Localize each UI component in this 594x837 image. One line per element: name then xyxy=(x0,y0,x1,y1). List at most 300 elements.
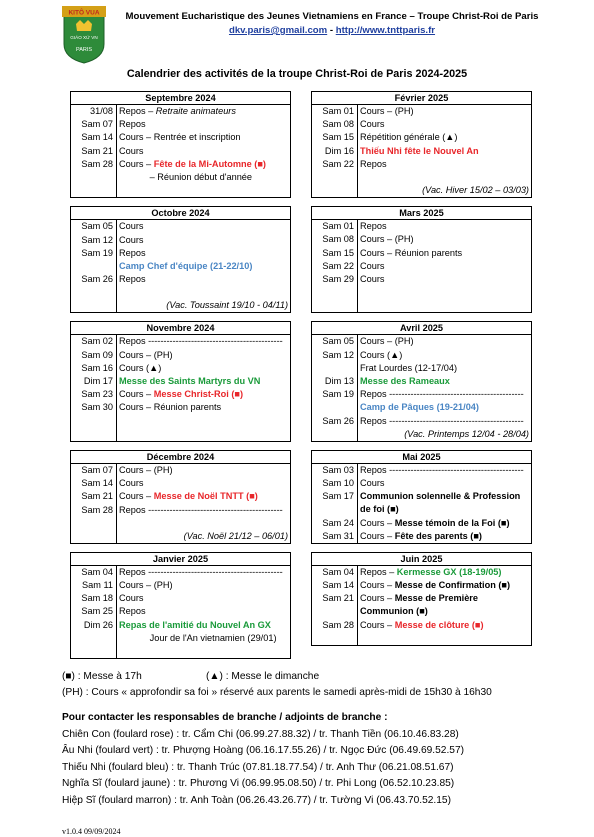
calendar-row xyxy=(312,566,531,579)
row-date: Sam 01 xyxy=(322,106,354,116)
calendar-row xyxy=(71,579,290,592)
row-date: Sam 28 xyxy=(322,619,354,630)
row-date: Sam 26 xyxy=(81,274,113,285)
activity-text: Frat Lourdes (12-17/04) xyxy=(360,362,458,373)
row-activity xyxy=(357,517,510,530)
row-date: Dim 26 xyxy=(83,619,113,630)
activity-text: Repos -------------------------------------------- xyxy=(360,389,524,400)
row-activity xyxy=(116,335,283,348)
row-date xyxy=(71,645,116,658)
date-divider xyxy=(116,335,117,441)
row-activity xyxy=(357,415,524,428)
page-title: Calendrier des activités de la troupe Christ-Roi de Paris 2024-2025 xyxy=(126,68,468,80)
row-date: Sam 31 xyxy=(322,530,354,541)
activity-text: Repos – xyxy=(119,106,156,116)
row-date: Sam 26 xyxy=(322,415,354,426)
row-date: Sam 21 xyxy=(322,593,354,604)
row-date: Sam 07 xyxy=(81,119,113,130)
row-date: Sam 10 xyxy=(322,477,354,488)
row-date: Sam 25 xyxy=(81,606,113,617)
row-activity xyxy=(116,260,252,273)
calendar-row xyxy=(71,171,290,184)
calendar-row xyxy=(312,517,531,530)
calendar-column-left xyxy=(70,91,291,659)
date-divider xyxy=(116,464,117,543)
row-date xyxy=(312,299,357,312)
row-date xyxy=(71,517,116,530)
email-link[interactable]: dkv.paris@gmail.com xyxy=(228,25,328,36)
month-heading: Janvier 2025 xyxy=(71,553,290,566)
activity-text: Cours – xyxy=(360,530,395,541)
row-date: Sam 05 xyxy=(322,336,354,347)
activity-text: Repos -------------------------------------------- xyxy=(119,336,283,347)
date-divider xyxy=(357,220,358,312)
calendar-row xyxy=(312,118,531,131)
row-date: Sam 01 xyxy=(322,221,354,232)
activity-text: Messe de Noël TNTT (■) xyxy=(153,491,258,502)
activity-text: Repos xyxy=(119,274,146,285)
row-activity xyxy=(357,375,450,388)
calendar-row xyxy=(312,490,531,516)
row-activity xyxy=(357,247,462,260)
activity-text: Jour de l'An vietnamien (29/01) xyxy=(119,632,277,643)
row-activity xyxy=(116,592,144,605)
calendar-row xyxy=(312,530,531,543)
calendar-row xyxy=(71,335,290,348)
calendar-row xyxy=(71,247,290,260)
activity-text: Cours – (PH) xyxy=(119,349,173,360)
calendar-row xyxy=(71,401,290,414)
activity-text: Cours – xyxy=(119,491,154,502)
row-date: Sam 28 xyxy=(81,504,113,515)
calendar-row xyxy=(71,375,290,388)
activity-text: Repos -------------------------------------------- xyxy=(360,415,524,426)
row-activity xyxy=(116,579,173,592)
row-date: Sam 02 xyxy=(81,336,113,347)
row-date xyxy=(71,415,116,428)
row-date: Sam 23 xyxy=(81,389,113,400)
row-activity xyxy=(357,477,385,490)
calendar-row xyxy=(71,619,290,632)
legend xyxy=(62,669,492,701)
activity-text: Messe Christ-Roi (■) xyxy=(153,389,244,400)
calendar-row xyxy=(71,605,290,618)
calendar-row xyxy=(71,145,290,158)
activity-text: Cours – (PH) xyxy=(119,580,173,591)
row-activity xyxy=(116,145,144,158)
date-divider xyxy=(357,335,358,440)
row-activity xyxy=(116,171,252,184)
activity-text: Cours xyxy=(360,119,385,130)
row-activity xyxy=(116,247,146,260)
calendar-row xyxy=(312,131,531,144)
row-date xyxy=(71,428,116,441)
calendar-row xyxy=(71,566,290,579)
row-activity xyxy=(357,260,385,273)
legend-ph: (PH) : Cours « approfondir sa foi » réservé aux parents le samedi après-midi de 15h30 à 16h30 xyxy=(62,687,492,698)
activity-text: Cours – Rentrée et inscription xyxy=(119,132,241,143)
row-activity xyxy=(357,388,524,401)
row-date xyxy=(312,171,357,184)
activity-text: Cours xyxy=(360,260,385,271)
row-activity xyxy=(116,131,241,144)
row-activity xyxy=(357,401,479,414)
calendar-row xyxy=(312,171,531,184)
row-date xyxy=(71,184,116,197)
calendar-row xyxy=(71,517,290,530)
row-date xyxy=(312,632,357,645)
row-activity xyxy=(116,619,271,632)
contact-line: Thiếu Nhi (foulard bleu) : tr. Thanh Trúc (07.81.18.77.54) / tr. Anh Thư (06.21.08.51.67) xyxy=(62,761,454,773)
activity-text: Messe de Première Communion (■) xyxy=(360,593,478,617)
month-block xyxy=(311,321,532,441)
calendar-row xyxy=(71,105,290,118)
activity-text: Cours xyxy=(360,273,385,284)
calendar-row xyxy=(312,477,531,490)
row-activity xyxy=(116,273,146,286)
row-date: Sam 21 xyxy=(81,145,113,156)
activity-text: Cours – (PH) xyxy=(360,234,414,245)
svg-text:GIÁO XỨ VN: GIÁO XỨ VN xyxy=(70,35,98,40)
troupe-logo xyxy=(62,6,106,64)
month-block xyxy=(70,321,291,442)
legend-mass: (■) : Messe à 17h xyxy=(62,671,142,682)
activity-text: Cours – Réunion parents xyxy=(119,402,222,413)
row-date: Sam 15 xyxy=(322,132,354,143)
row-activity xyxy=(116,490,258,503)
row-date: Sam 24 xyxy=(322,517,354,528)
calendar-row xyxy=(71,428,290,441)
row-activity xyxy=(357,362,457,375)
row-activity xyxy=(357,145,479,158)
activity-text: Repos xyxy=(119,247,146,258)
calendar-row xyxy=(71,477,290,490)
month-heading: Mars 2025 xyxy=(312,207,531,220)
row-date xyxy=(312,286,357,299)
row-activity xyxy=(357,105,414,118)
calendar-row xyxy=(312,375,531,388)
calendar-row xyxy=(71,645,290,658)
activity-text: Cours xyxy=(119,234,144,245)
row-activity xyxy=(116,605,146,618)
row-activity xyxy=(116,401,221,414)
activity-text: Messe témoin de la Foi (■) xyxy=(394,517,510,528)
activity-text: Repos xyxy=(119,119,146,130)
row-date: Dim 16 xyxy=(324,145,354,156)
row-date: Sam 15 xyxy=(322,247,354,258)
row-date: Sam 05 xyxy=(81,221,113,232)
row-date: Sam 04 xyxy=(81,566,113,577)
date-divider xyxy=(116,566,117,658)
row-activity xyxy=(116,375,260,388)
activity-text: Cours (▲) xyxy=(119,362,162,373)
activity-text: Cours xyxy=(360,477,385,488)
row-activity xyxy=(116,234,144,247)
calendar-row xyxy=(71,388,290,401)
month-block xyxy=(70,206,291,313)
row-date: Sam 08 xyxy=(322,119,354,130)
calendar-row xyxy=(71,234,290,247)
calendar-row xyxy=(71,260,290,273)
row-activity xyxy=(357,335,414,348)
activity-text: Cours – xyxy=(360,619,395,630)
row-activity xyxy=(116,464,173,477)
calendar-row xyxy=(312,220,531,233)
month-block xyxy=(311,91,532,198)
activity-text: Repos – xyxy=(360,566,397,577)
calendar-row xyxy=(312,145,531,158)
row-date xyxy=(312,401,357,414)
month-heading: Avril 2025 xyxy=(312,322,531,335)
row-activity xyxy=(357,273,385,286)
row-activity xyxy=(116,504,283,517)
calendar-row xyxy=(71,632,290,645)
vacation-note: (Vac. Noël 21/12 – 06/01) xyxy=(183,530,288,541)
row-activity xyxy=(116,566,283,579)
contacts-section xyxy=(62,710,464,810)
row-date: Sam 28 xyxy=(81,158,113,169)
legend-sunday: (▲) : Messe le dimanche xyxy=(206,671,320,682)
month-block xyxy=(70,91,291,198)
activity-text: Cours – Réunion parents xyxy=(360,247,463,258)
calendar-row xyxy=(71,286,290,299)
calendar-row xyxy=(71,349,290,362)
row-date: Sam 22 xyxy=(322,158,354,169)
row-date: Sam 09 xyxy=(81,349,113,360)
month-heading: Juin 2025 xyxy=(312,553,531,566)
row-activity xyxy=(116,632,277,645)
row-date: Sam 11 xyxy=(82,580,113,591)
activity-text: Cours – (PH) xyxy=(360,336,414,347)
row-activity xyxy=(357,619,484,632)
contacts-heading: Pour contacter les responsables de branche / adjoints de branche : xyxy=(62,712,388,723)
link-separator: - xyxy=(327,25,336,36)
calendar-row xyxy=(71,490,290,503)
calendar-row xyxy=(312,286,531,299)
activity-text: Communion solennelle & Profession de foi (■) xyxy=(360,491,521,515)
calendar-row xyxy=(312,619,531,632)
row-activity xyxy=(116,362,161,375)
calendar-row xyxy=(71,464,290,477)
row-date: Sam 29 xyxy=(322,273,354,284)
row-date xyxy=(71,260,116,273)
activity-text: Cours – (PH) xyxy=(119,464,173,475)
row-date: Sam 19 xyxy=(81,247,113,258)
row-date: Sam 14 xyxy=(81,478,113,489)
page-header xyxy=(112,10,552,38)
calendar-row xyxy=(312,401,531,414)
activity-text: Cours xyxy=(119,593,144,604)
vacation-note: (Vac. Printemps 12/04 - 28/04) xyxy=(404,428,529,439)
activity-text: Repos -------------------------------------------- xyxy=(119,504,283,515)
svg-text:PARIS: PARIS xyxy=(75,47,93,53)
calendar-row xyxy=(71,592,290,605)
contact-line: Chiên Con (foulard rose) : tr. Cẩm Chi (06.99.27.88.32) / tr. Thanh Tiền (06.10.46.83.28) xyxy=(62,728,459,740)
activity-text: – Réunion début d'année xyxy=(119,171,253,182)
website-link[interactable]: http://www.tnttparis.fr xyxy=(335,25,436,36)
row-activity xyxy=(357,131,457,144)
date-divider xyxy=(357,105,358,197)
activity-text: Kermesse GX (18-19/05) xyxy=(396,566,502,577)
activity-text: Cours – xyxy=(119,389,154,400)
row-activity xyxy=(357,579,510,592)
activity-text: Messe de clôture (■) xyxy=(394,619,484,630)
row-activity xyxy=(357,349,402,362)
activity-text: Cours (▲) xyxy=(360,349,403,360)
row-activity xyxy=(357,464,524,477)
row-activity xyxy=(116,220,144,233)
activity-text: Repas de l'amitié du Nouvel An GX xyxy=(119,619,271,630)
calendar-row xyxy=(312,464,531,477)
contact-line: Hiệp Sĩ (foulard marron) : tr. Anh Toàn (06.26.43.26.77) / tr. Tường Vi (06.43.70.52.15) xyxy=(62,794,451,806)
activity-text: Cours – xyxy=(360,593,395,604)
calendar-row xyxy=(71,184,290,197)
calendar-row xyxy=(312,105,531,118)
row-date xyxy=(71,632,116,645)
contact-line: Nghĩa Sĩ (foulard jaune) : tr. Phương Vi (06.99.95.08.50) / tr. Phi Long (06.52.10.23.85) xyxy=(62,778,455,790)
row-date: Sam 14 xyxy=(81,132,113,143)
month-heading: Novembre 2024 xyxy=(71,322,290,335)
calendar-row xyxy=(312,233,531,246)
row-date: Dim 13 xyxy=(324,376,354,386)
activity-text: Cours xyxy=(119,478,144,489)
calendar-row xyxy=(71,118,290,131)
row-date: 31/08 xyxy=(90,106,113,116)
vacation-note: (Vac. Toussaint 19/10 - 04/11) xyxy=(166,300,288,311)
calendar-row xyxy=(312,579,531,592)
activity-text: Fête de la Mi-Automne (■) xyxy=(153,158,266,169)
calendar-row xyxy=(71,415,290,428)
row-activity xyxy=(357,592,531,618)
calendar-row xyxy=(312,388,531,401)
row-date: Sam 16 xyxy=(81,362,113,373)
row-date xyxy=(71,286,116,299)
activity-text: Fête des parents (■) xyxy=(394,530,482,541)
calendar-row xyxy=(312,299,531,312)
month-block xyxy=(311,206,532,313)
activity-text: Cours – xyxy=(360,580,395,591)
calendar-row xyxy=(71,273,290,286)
activity-text: Repos xyxy=(360,158,387,169)
row-date: Sam 21 xyxy=(81,491,113,502)
row-date xyxy=(71,171,116,184)
row-activity xyxy=(116,158,266,171)
activity-text: Répétition générale (▲) xyxy=(360,132,458,143)
header-links xyxy=(112,24,552,38)
calendar-row xyxy=(312,592,531,618)
row-activity xyxy=(357,118,385,131)
row-activity xyxy=(116,118,146,131)
date-divider xyxy=(116,220,117,312)
calendar-row xyxy=(312,260,531,273)
calendar-row xyxy=(71,158,290,171)
version-label: v1.0.4 09/09/2024 xyxy=(62,827,121,836)
activity-text: Camp Chef d'équipe (21-22/10) xyxy=(119,260,253,271)
month-heading: Octobre 2024 xyxy=(71,207,290,220)
row-activity xyxy=(116,388,243,401)
activity-text: Messe des Saints Martyrs du VN xyxy=(119,376,261,386)
calendar-row xyxy=(71,504,290,517)
activity-text: Cours xyxy=(119,145,144,156)
date-divider xyxy=(116,105,117,197)
activity-text: Cours – (PH) xyxy=(360,106,414,116)
calendar-row xyxy=(312,632,531,645)
activity-text: Cours – xyxy=(119,158,154,169)
row-date: Sam 04 xyxy=(322,566,354,577)
calendar-row xyxy=(312,349,531,362)
row-date: Sam 17 xyxy=(322,491,354,502)
calendar-row xyxy=(312,415,531,428)
month-heading: Février 2025 xyxy=(312,92,531,105)
month-heading: Mai 2025 xyxy=(312,451,531,464)
activity-text: Messe des Rameaux xyxy=(360,376,450,386)
activity-text: Camp de Pâques (19-21/04) xyxy=(360,402,479,413)
month-block xyxy=(70,450,291,544)
activity-text: Thiếu Nhi fête le Nouvel An xyxy=(360,145,479,156)
row-date xyxy=(312,362,357,375)
row-date: Sam 12 xyxy=(322,349,354,360)
calendar-row xyxy=(312,335,531,348)
activity-text: Retraite animateurs xyxy=(155,106,236,116)
row-date: Sam 22 xyxy=(322,260,354,271)
calendar-row xyxy=(312,362,531,375)
row-date: Sam 12 xyxy=(81,234,113,245)
month-heading: Décembre 2024 xyxy=(71,451,290,464)
svg-text:KITÔ VUA: KITÔ VUA xyxy=(68,9,100,17)
row-activity xyxy=(357,566,501,579)
activity-text: Repos -------------------------------------------- xyxy=(119,566,283,577)
calendar-row xyxy=(312,273,531,286)
row-activity xyxy=(357,158,387,171)
activity-text: Cours xyxy=(119,221,144,232)
row-date: Sam 08 xyxy=(322,234,354,245)
activity-text: Cours – xyxy=(360,517,395,528)
row-activity xyxy=(116,105,236,118)
row-activity xyxy=(357,233,414,246)
row-date: Sam 18 xyxy=(81,593,113,604)
month-block xyxy=(311,552,532,646)
row-date: Sam 07 xyxy=(81,464,113,475)
month-block xyxy=(70,552,291,659)
calendar-row xyxy=(71,131,290,144)
date-divider xyxy=(357,464,358,543)
row-date: Sam 03 xyxy=(322,464,354,475)
organization-name: Mouvement Eucharistique des Jeunes Vietnamiens en France – Troupe Christ-Roi de Paris xyxy=(125,11,539,22)
row-activity xyxy=(357,490,531,516)
activity-text: Repos xyxy=(119,606,146,617)
row-date: Sam 19 xyxy=(322,389,354,400)
activity-text: Repos xyxy=(360,221,387,232)
activity-text: Repos -------------------------------------------- xyxy=(360,464,524,475)
row-activity xyxy=(116,349,173,362)
month-block xyxy=(311,450,532,544)
date-divider xyxy=(357,566,358,645)
contact-line: Âu Nhi (foulard vert) : tr. Phượng Hoàng (06.16.17.55.26) / tr. Ngọc Đức (06.49.69.52.57) xyxy=(62,745,464,757)
month-heading: Septembre 2024 xyxy=(71,92,290,105)
calendar-column-right xyxy=(311,91,532,646)
activity-text: Messe de Confirmation (■) xyxy=(394,580,511,591)
row-activity xyxy=(357,220,387,233)
calendar-row xyxy=(71,362,290,375)
row-activity xyxy=(357,530,482,543)
row-date: Sam 14 xyxy=(322,580,354,591)
row-activity xyxy=(116,477,144,490)
vacation-note: (Vac. Hiver 15/02 – 03/03) xyxy=(422,185,529,196)
row-date: Dim 17 xyxy=(83,376,113,386)
row-date: Sam 30 xyxy=(81,402,113,413)
calendar-row xyxy=(312,158,531,171)
calendar-row xyxy=(312,247,531,260)
